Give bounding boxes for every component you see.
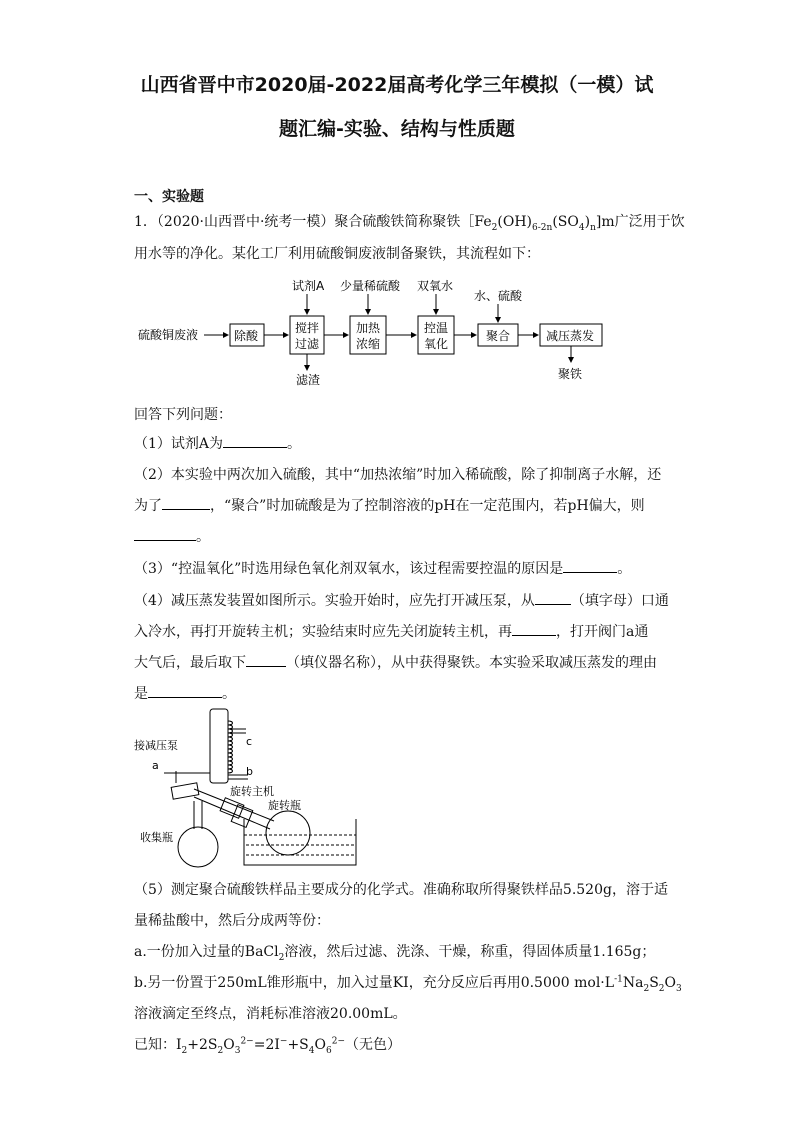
- flow-input-水硫酸: 水、硫酸: [474, 289, 523, 303]
- answer-blank[interactable]: [535, 591, 571, 605]
- answer-blank[interactable]: [134, 527, 196, 541]
- label-a: a: [152, 759, 159, 772]
- subquestion-5-part-a: a.一份加入过量的BaCl$_2$溶液，然后过滤、洗涤、干燥，称重，得固体质量1.165g；: [134, 944, 656, 963]
- rotary-evaporator-diagram: [134, 705, 374, 875]
- flow-input-双氧水: 双氧水: [417, 279, 454, 293]
- answer-blank[interactable]: [563, 559, 617, 573]
- subquestion-3: （3）“控温氧化”时选用绿色氧化剂双氧水，该过程需要控温的原因是 。: [134, 561, 632, 577]
- subquestion-5-line2: 量稀盐酸中，然后分成两等份：: [134, 913, 330, 929]
- question-intro-line1: 1．（2020·山西晋中·统考一模）聚合硫酸铁简称聚铁$[Fe_2(OH)_{6-2n}(SO_4)_n]m$广泛用于饮: [134, 214, 685, 233]
- svg-text:浓缩: 浓缩: [356, 337, 381, 351]
- subquestion-4-line3: 大气后，最后取下 （填仪器名称），从中获得聚铁。本实验采取减压蒸发的理由: [134, 655, 657, 671]
- svg-text:减压蒸发: 减压蒸发: [546, 329, 595, 343]
- svg-text:加热: 加热: [356, 321, 381, 335]
- answer-blank[interactable]: [223, 434, 287, 448]
- svg-text:聚合: 聚合: [486, 329, 511, 343]
- document-title-line2: 题汇编-实验、结构与性质题: [279, 118, 515, 140]
- subquestion-2-line2: 为了 ，“聚合”时加硫酸是为了控制溶液的pH在一定范围内，若pH偏大，则: [134, 498, 645, 514]
- svg-text:氧化: 氧化: [424, 337, 449, 351]
- flow-output-滤渣: 滤渣: [296, 373, 321, 386]
- document-title-line1: 山西省晋中市2020届-2022届高考化学三年模拟（一模）试: [140, 74, 654, 96]
- flow-output-聚铁: 聚铁: [558, 367, 583, 381]
- flow-start-label: 硫酸铜废液: [138, 328, 199, 342]
- answer-blank[interactable]: [162, 496, 210, 510]
- answer-blank[interactable]: [512, 622, 556, 636]
- label-collection-flask: 收集瓶: [140, 831, 173, 844]
- process-flowchart: [134, 276, 614, 386]
- flow-input-试剂A: 试剂A: [292, 279, 325, 293]
- svg-text:过滤: 过滤: [295, 337, 320, 351]
- label-c: c: [246, 735, 253, 748]
- subquestion-5-line1: （5）测定聚合硫酸铁样品主要成分的化学式。准确称取所得聚铁样品5.520g，溶于适: [134, 882, 668, 898]
- question-intro-line2: 用水等的净化。某化工厂利用硫酸铜废液制备聚铁，其流程如下：: [134, 246, 540, 262]
- subquestion-2-line3: 。: [134, 526, 210, 546]
- section-heading: 一、实验题: [134, 189, 204, 205]
- subquestion-4-line1: （4）减压蒸发装置如图所示。实验开始时，应先打开减压泵，从 （填字母）口通: [134, 593, 669, 609]
- label-vacuum-pump: 接减压泵: [134, 739, 178, 752]
- label-rotary-flask: 旋转瓶: [268, 799, 301, 812]
- subquestion-5-part-b-line1: b.另一份置于250mL锥形瓶中，加入过量KI，充分反应后再用0.5000 $mol\cdot L^{-1}Na_2S_2O_3$: [134, 974, 682, 994]
- svg-text:除酸: 除酸: [234, 329, 259, 343]
- flow-input-少量稀硫酸: 少量稀硫酸: [340, 279, 401, 293]
- subquestion-5-part-b-line2: 溶液滴定至终点，消耗标准溶液20.00mL。: [134, 1006, 407, 1022]
- subquestion-1: （1）试剂A为 。: [134, 436, 302, 452]
- subquestion-2-line1: （2）本实验中两次加入硫酸，其中“加热浓缩”时加入稀硫酸，除了抑制离子水解，还: [134, 467, 662, 483]
- subquestion-4-line2: 入冷水，再打开旋转主机；实验结束时应先关闭旋转主机，再 ，打开阀门a通: [134, 624, 649, 640]
- answer-blank[interactable]: [246, 653, 286, 667]
- svg-text:控温: 控温: [424, 321, 449, 335]
- svg-text:搅拌: 搅拌: [295, 321, 320, 335]
- label-rotary-motor: 旋转主机: [230, 785, 274, 798]
- subquestion-4-line4: 是 。: [134, 686, 236, 702]
- answer-blank[interactable]: [148, 684, 222, 698]
- known-equation: 已知：$I_2+2S_2O_3^{2-}=2I^-+S_4O_6^{2-}$（无色）: [134, 1036, 402, 1056]
- label-b: b: [246, 765, 253, 778]
- answer-prompt: 回答下列问题：: [134, 407, 232, 423]
